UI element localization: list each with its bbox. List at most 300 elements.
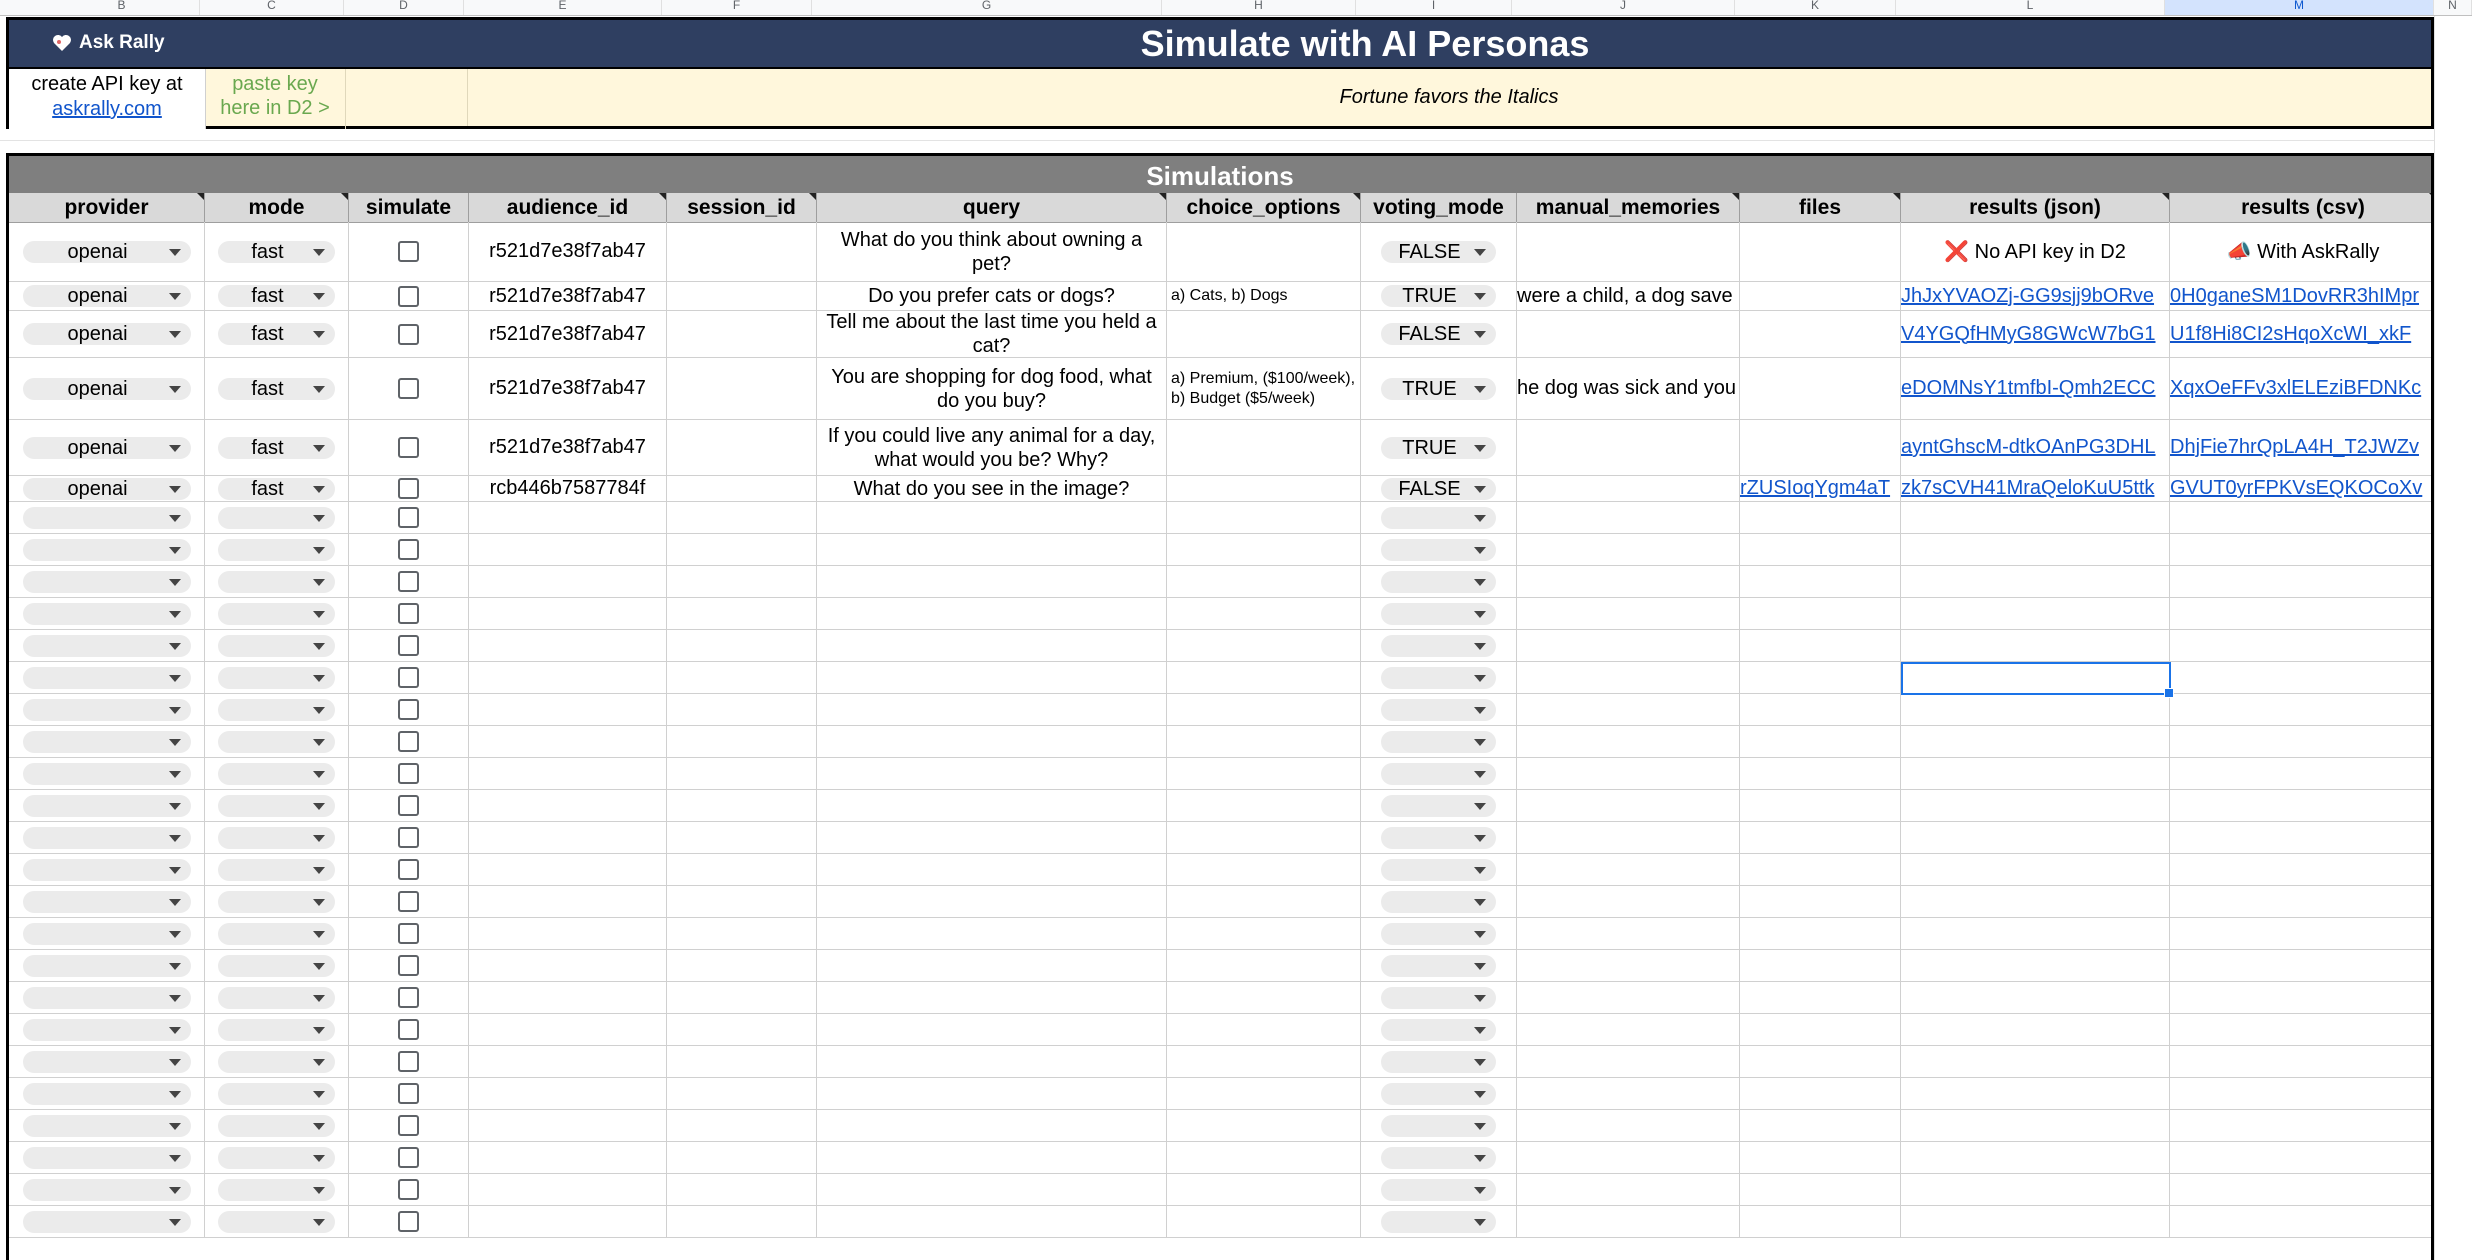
provider-dropdown[interactable] (23, 635, 191, 657)
empty-cell[interactable] (469, 1174, 667, 1206)
empty-cell[interactable] (205, 854, 349, 886)
voting-mode-dropdown[interactable] (1381, 923, 1496, 945)
empty-cell[interactable] (469, 534, 667, 566)
simulate-checkbox[interactable] (398, 324, 419, 345)
empty-cell[interactable] (817, 790, 1167, 822)
provider-dropdown[interactable] (23, 507, 191, 529)
mode-cell[interactable] (205, 358, 349, 420)
empty-cell[interactable] (2170, 758, 2434, 790)
provider-dropdown[interactable] (23, 987, 191, 1009)
empty-cell[interactable] (1517, 662, 1740, 694)
provider-dropdown[interactable] (23, 1083, 191, 1105)
voting-mode-cell[interactable] (1361, 358, 1517, 420)
empty-cell[interactable] (1740, 918, 1901, 950)
empty-cell[interactable] (1361, 758, 1517, 790)
simulate-checkbox[interactable] (398, 795, 419, 816)
empty-cell[interactable] (2170, 854, 2434, 886)
audience-id-cell[interactable]: rcb446b7587784f (469, 476, 667, 502)
files-cell[interactable] (1740, 420, 1901, 476)
empty-cell[interactable] (1361, 534, 1517, 566)
empty-cell[interactable] (469, 662, 667, 694)
provider-dropdown[interactable] (23, 859, 191, 881)
empty-cell[interactable] (1901, 694, 2170, 726)
mode-dropdown[interactable] (218, 1179, 335, 1201)
results-csv-cell[interactable]: 📣 With AskRally (2170, 222, 2434, 282)
simulate-checkbox[interactable] (398, 1211, 419, 1232)
empty-cell[interactable] (2170, 790, 2434, 822)
voting-mode-dropdown[interactable] (1381, 859, 1496, 881)
provider-dropdown[interactable] (23, 699, 191, 721)
mode-cell[interactable] (205, 476, 349, 502)
empty-cell[interactable] (2170, 950, 2434, 982)
empty-cell[interactable] (2170, 1142, 2434, 1174)
empty-cell[interactable] (1740, 1174, 1901, 1206)
filter-corner-icon[interactable] (809, 193, 816, 200)
empty-cell[interactable] (1740, 566, 1901, 598)
empty-cell[interactable] (1167, 1014, 1361, 1046)
empty-cell[interactable] (9, 790, 205, 822)
empty-cell[interactable] (349, 1110, 469, 1142)
empty-cell[interactable] (469, 886, 667, 918)
empty-cell[interactable] (2170, 534, 2434, 566)
provider-dropdown[interactable] (23, 1179, 191, 1201)
results-json-cell[interactable]: ❌ No API key in D2 (1901, 222, 2170, 282)
mode-dropdown[interactable] (218, 539, 335, 561)
voting-mode-dropdown[interactable] (1381, 478, 1496, 500)
session-id-cell[interactable] (667, 420, 817, 476)
choice-options-cell[interactable] (1167, 420, 1361, 476)
header-results-json[interactable] (1901, 193, 2170, 222)
audience-id-cell[interactable]: r521d7e38f7ab47 (469, 420, 667, 476)
empty-cell[interactable] (1167, 726, 1361, 758)
empty-cell[interactable] (1901, 854, 2170, 886)
empty-cell[interactable] (1740, 950, 1901, 982)
empty-cell[interactable] (667, 662, 817, 694)
empty-cell[interactable] (817, 822, 1167, 854)
empty-cell[interactable] (469, 1014, 667, 1046)
provider-dropdown[interactable] (23, 923, 191, 945)
empty-cell[interactable] (469, 918, 667, 950)
empty-cell[interactable] (2170, 1046, 2434, 1078)
empty-cell[interactable] (205, 790, 349, 822)
empty-cell[interactable] (2170, 630, 2434, 662)
empty-cell[interactable] (817, 950, 1167, 982)
mode-dropdown[interactable] (218, 507, 335, 529)
empty-cell[interactable] (205, 950, 349, 982)
empty-cell[interactable] (9, 1174, 205, 1206)
header-results-csv[interactable] (2170, 193, 2434, 222)
simulate-checkbox[interactable] (398, 1147, 419, 1168)
simulate-checkbox[interactable] (398, 571, 419, 592)
provider-dropdown[interactable] (23, 763, 191, 785)
mode-dropdown[interactable] (218, 795, 335, 817)
provider-cell[interactable] (9, 282, 205, 311)
empty-cell[interactable] (1167, 854, 1361, 886)
empty-cell[interactable] (817, 1014, 1167, 1046)
empty-cell[interactable] (1167, 950, 1361, 982)
voting-mode-dropdown[interactable] (1381, 285, 1496, 307)
choice-options-cell[interactable] (1167, 311, 1361, 358)
empty-cell[interactable] (2170, 1014, 2434, 1046)
column-letter-B[interactable]: B (44, 0, 200, 16)
simulate-checkbox[interactable] (398, 667, 419, 688)
session-id-cell[interactable] (667, 476, 817, 502)
empty-cell[interactable] (1740, 854, 1901, 886)
empty-cell[interactable] (667, 630, 817, 662)
empty-cell[interactable] (667, 1142, 817, 1174)
empty-cell[interactable] (1167, 822, 1361, 854)
voting-mode-dropdown[interactable] (1381, 955, 1496, 977)
voting-mode-dropdown[interactable] (1381, 378, 1496, 400)
empty-cell[interactable] (817, 886, 1167, 918)
empty-cell[interactable] (469, 822, 667, 854)
simulate-checkbox[interactable] (398, 699, 419, 720)
voting-mode-dropdown[interactable] (1381, 507, 1496, 529)
empty-cell[interactable] (1517, 1142, 1740, 1174)
empty-cell[interactable] (349, 566, 469, 598)
mode-dropdown[interactable] (218, 285, 335, 307)
simulate-checkbox[interactable] (398, 1115, 419, 1136)
column-letter-E[interactable]: E (464, 0, 662, 16)
voting-mode-cell[interactable] (1361, 476, 1517, 502)
empty-cell[interactable] (817, 1206, 1167, 1238)
filter-corner-icon[interactable] (659, 193, 666, 200)
simulate-cell[interactable] (349, 222, 469, 282)
header-mode[interactable] (205, 193, 349, 222)
column-letter-G[interactable]: G (812, 0, 1162, 16)
empty-cell[interactable] (205, 982, 349, 1014)
empty-cell[interactable] (2170, 918, 2434, 950)
empty-cell[interactable] (2170, 662, 2434, 694)
empty-cell[interactable] (205, 886, 349, 918)
empty-cell[interactable] (1740, 1142, 1901, 1174)
results-csv-cell[interactable]: GVUT0yrFPKVsEQKOCoXv (2170, 476, 2434, 502)
empty-cell[interactable] (1167, 1206, 1361, 1238)
provider-dropdown[interactable] (23, 827, 191, 849)
empty-cell[interactable] (1517, 982, 1740, 1014)
voting-mode-dropdown[interactable] (1381, 667, 1496, 689)
empty-cell[interactable] (1167, 790, 1361, 822)
empty-cell[interactable] (667, 1078, 817, 1110)
provider-dropdown[interactable] (23, 667, 191, 689)
empty-cell[interactable] (1167, 694, 1361, 726)
empty-cell[interactable] (667, 598, 817, 630)
empty-cell[interactable] (1901, 1078, 2170, 1110)
manual-memories-cell[interactable]: were a child, a dog save (1517, 282, 1740, 311)
empty-cell[interactable] (9, 950, 205, 982)
empty-cell[interactable] (469, 502, 667, 534)
empty-cell[interactable] (1901, 886, 2170, 918)
provider-dropdown[interactable] (23, 603, 191, 625)
empty-cell[interactable] (817, 630, 1167, 662)
empty-cell[interactable] (1517, 598, 1740, 630)
mode-dropdown[interactable] (218, 1211, 335, 1233)
files-cell[interactable]: rZUSIoqYgm4aT (1740, 476, 1901, 502)
query-cell[interactable]: What do you think about owning a pet? (817, 222, 1167, 282)
simulate-cell[interactable] (349, 358, 469, 420)
mode-dropdown[interactable] (218, 437, 335, 459)
empty-cell[interactable] (1901, 758, 2170, 790)
empty-cell[interactable] (1901, 1206, 2170, 1238)
voting-mode-dropdown[interactable] (1381, 603, 1496, 625)
empty-cell[interactable] (469, 758, 667, 790)
empty-cell[interactable] (1361, 1142, 1517, 1174)
audience-id-cell[interactable]: r521d7e38f7ab47 (469, 358, 667, 420)
mode-cell[interactable] (205, 282, 349, 311)
mode-dropdown[interactable] (218, 859, 335, 881)
filter-corner-icon[interactable] (197, 193, 204, 200)
empty-cell[interactable] (1740, 1014, 1901, 1046)
empty-cell[interactable] (817, 1142, 1167, 1174)
empty-cell[interactable] (667, 1174, 817, 1206)
empty-cell[interactable] (2170, 598, 2434, 630)
empty-cell[interactable] (349, 918, 469, 950)
provider-dropdown[interactable] (23, 437, 191, 459)
empty-cell[interactable] (2170, 502, 2434, 534)
voting-mode-cell[interactable] (1361, 282, 1517, 311)
manual-memories-cell[interactable] (1517, 311, 1740, 358)
empty-cell[interactable] (817, 662, 1167, 694)
empty-cell[interactable] (1167, 502, 1361, 534)
empty-cell[interactable] (9, 822, 205, 854)
empty-cell[interactable] (1167, 630, 1361, 662)
column-letter-C[interactable]: C (200, 0, 344, 16)
empty-cell[interactable] (349, 502, 469, 534)
simulate-checkbox[interactable] (398, 891, 419, 912)
header-query[interactable] (817, 193, 1167, 222)
empty-cell[interactable] (817, 758, 1167, 790)
voting-mode-dropdown[interactable] (1381, 1083, 1496, 1105)
empty-cell[interactable] (9, 1142, 205, 1174)
empty-cell[interactable] (2170, 822, 2434, 854)
simulate-checkbox[interactable] (398, 1051, 419, 1072)
empty-cell[interactable] (1901, 502, 2170, 534)
results-json-cell[interactable]: V4YGQfHMyG8GWcW7bG1 (1901, 311, 2170, 358)
empty-cell[interactable] (1167, 662, 1361, 694)
empty-cell[interactable] (1740, 598, 1901, 630)
simulate-cell[interactable] (349, 420, 469, 476)
empty-cell[interactable] (1361, 1206, 1517, 1238)
files-cell[interactable] (1740, 358, 1901, 420)
empty-cell[interactable] (349, 1078, 469, 1110)
voting-mode-dropdown[interactable] (1381, 1211, 1496, 1233)
filter-corner-icon[interactable] (2162, 193, 2169, 200)
provider-dropdown[interactable] (23, 478, 191, 500)
empty-cell[interactable] (1740, 502, 1901, 534)
simulate-checkbox[interactable] (398, 286, 419, 307)
empty-cell[interactable] (349, 694, 469, 726)
choice-options-cell[interactable] (1167, 222, 1361, 282)
empty-cell[interactable] (469, 566, 667, 598)
manual-memories-cell[interactable]: he dog was sick and you (1517, 358, 1740, 420)
simulate-checkbox[interactable] (398, 507, 419, 528)
voting-mode-dropdown[interactable] (1381, 763, 1496, 785)
provider-cell[interactable] (9, 358, 205, 420)
empty-cell[interactable] (1901, 1174, 2170, 1206)
provider-cell[interactable] (9, 222, 205, 282)
empty-cell[interactable] (667, 1110, 817, 1142)
empty-cell[interactable] (1517, 886, 1740, 918)
empty-cell[interactable] (9, 502, 205, 534)
provider-dropdown[interactable] (23, 1147, 191, 1169)
results-json-cell[interactable]: ayntGhscM-dtkOAnPG3DHL (1901, 420, 2170, 476)
empty-cell[interactable] (2170, 886, 2434, 918)
empty-cell[interactable] (1517, 534, 1740, 566)
empty-cell[interactable] (1167, 598, 1361, 630)
mode-dropdown[interactable] (218, 1019, 335, 1041)
empty-cell[interactable] (9, 566, 205, 598)
audience-id-cell[interactable]: r521d7e38f7ab47 (469, 282, 667, 311)
empty-cell[interactable] (1517, 854, 1740, 886)
empty-cell[interactable] (817, 982, 1167, 1014)
voting-mode-dropdown[interactable] (1381, 1019, 1496, 1041)
empty-cell[interactable] (349, 1174, 469, 1206)
empty-cell[interactable] (1901, 630, 2170, 662)
mode-cell[interactable] (205, 222, 349, 282)
voting-mode-dropdown[interactable] (1381, 323, 1496, 345)
mode-cell[interactable] (205, 311, 349, 358)
provider-dropdown[interactable] (23, 795, 191, 817)
mode-dropdown[interactable] (218, 571, 335, 593)
empty-cell[interactable] (1517, 726, 1740, 758)
empty-cell[interactable] (817, 1046, 1167, 1078)
empty-cell[interactable] (667, 822, 817, 854)
empty-cell[interactable] (1167, 758, 1361, 790)
empty-cell[interactable] (817, 1078, 1167, 1110)
session-id-cell[interactable] (667, 282, 817, 311)
empty-cell[interactable] (9, 854, 205, 886)
empty-cell[interactable] (1361, 886, 1517, 918)
session-id-cell[interactable] (667, 222, 817, 282)
voting-mode-cell[interactable] (1361, 420, 1517, 476)
empty-cell[interactable] (667, 854, 817, 886)
provider-dropdown[interactable] (23, 571, 191, 593)
empty-cell[interactable] (1901, 662, 2170, 694)
mode-dropdown[interactable] (218, 1147, 335, 1169)
empty-cell[interactable] (1740, 630, 1901, 662)
mode-dropdown[interactable] (218, 667, 335, 689)
empty-cell[interactable] (1361, 918, 1517, 950)
empty-cell[interactable] (9, 1046, 205, 1078)
provider-dropdown[interactable] (23, 891, 191, 913)
empty-cell[interactable] (1901, 1142, 2170, 1174)
empty-cell[interactable] (1361, 1078, 1517, 1110)
voting-mode-dropdown[interactable] (1381, 891, 1496, 913)
header-choice-options[interactable] (1167, 193, 1361, 222)
empty-cell[interactable] (9, 694, 205, 726)
column-letter-I[interactable]: I (1356, 0, 1512, 16)
empty-cell[interactable] (1740, 662, 1901, 694)
simulate-checkbox[interactable] (398, 1083, 419, 1104)
empty-cell[interactable] (1361, 1174, 1517, 1206)
empty-cell[interactable] (817, 502, 1167, 534)
mode-dropdown[interactable] (218, 699, 335, 721)
provider-cell[interactable] (9, 311, 205, 358)
audience-id-cell[interactable]: r521d7e38f7ab47 (469, 311, 667, 358)
empty-cell[interactable] (667, 534, 817, 566)
empty-cell[interactable] (9, 758, 205, 790)
empty-cell[interactable] (1517, 694, 1740, 726)
column-letter-L[interactable]: L (1896, 0, 2165, 16)
empty-cell[interactable] (1361, 502, 1517, 534)
empty-cell[interactable] (1740, 534, 1901, 566)
files-cell[interactable] (1740, 222, 1901, 282)
empty-cell[interactable] (9, 982, 205, 1014)
empty-cell[interactable] (667, 566, 817, 598)
empty-cell[interactable] (205, 726, 349, 758)
empty-cell[interactable] (469, 630, 667, 662)
empty-cell[interactable] (9, 1206, 205, 1238)
simulate-checkbox[interactable] (398, 478, 419, 499)
simulate-checkbox[interactable] (398, 955, 419, 976)
empty-cell[interactable] (205, 1014, 349, 1046)
empty-cell[interactable] (1740, 886, 1901, 918)
header-simulate[interactable] (349, 193, 469, 222)
empty-cell[interactable] (1361, 982, 1517, 1014)
mode-dropdown[interactable] (218, 323, 335, 345)
provider-dropdown[interactable] (23, 955, 191, 977)
empty-cell[interactable] (469, 1046, 667, 1078)
empty-cell[interactable] (1517, 950, 1740, 982)
empty-cell[interactable] (1901, 822, 2170, 854)
empty-cell[interactable] (817, 726, 1167, 758)
empty-cell[interactable] (1740, 1110, 1901, 1142)
empty-cell[interactable] (1167, 982, 1361, 1014)
voting-mode-dropdown[interactable] (1381, 795, 1496, 817)
query-cell[interactable]: If you could live any animal for a day, what would you be? Why? (817, 420, 1167, 476)
provider-cell[interactable] (9, 476, 205, 502)
empty-cell[interactable] (349, 662, 469, 694)
filter-corner-icon[interactable] (1159, 193, 1166, 200)
empty-cell[interactable] (1740, 1206, 1901, 1238)
choice-options-cell[interactable]: a) Premium, ($100/week), b) Budget ($5/week) (1167, 358, 1361, 420)
empty-cell[interactable] (205, 630, 349, 662)
mode-dropdown[interactable] (218, 987, 335, 1009)
empty-cell[interactable] (9, 1110, 205, 1142)
mode-dropdown[interactable] (218, 1051, 335, 1073)
query-cell[interactable]: What do you see in the image? (817, 476, 1167, 502)
simulate-checkbox[interactable] (398, 987, 419, 1008)
empty-cell[interactable] (1740, 726, 1901, 758)
provider-dropdown[interactable] (23, 378, 191, 400)
empty-cell[interactable] (1517, 1014, 1740, 1046)
files-cell[interactable] (1740, 311, 1901, 358)
voting-mode-dropdown[interactable] (1381, 571, 1496, 593)
empty-cell[interactable] (667, 758, 817, 790)
empty-cell[interactable] (9, 1014, 205, 1046)
simulate-checkbox[interactable] (398, 859, 419, 880)
simulate-checkbox[interactable] (398, 241, 419, 262)
header-session-id[interactable] (667, 193, 817, 222)
empty-cell[interactable] (1517, 822, 1740, 854)
empty-cell[interactable] (9, 630, 205, 662)
header-voting-mode[interactable] (1361, 193, 1517, 222)
empty-cell[interactable] (1167, 1078, 1361, 1110)
empty-cell[interactable] (205, 1078, 349, 1110)
simulate-checkbox[interactable] (398, 539, 419, 560)
simulate-cell[interactable] (349, 476, 469, 502)
query-cell[interactable]: Tell me about the last time you held a cat? (817, 311, 1167, 358)
empty-cell[interactable] (205, 1110, 349, 1142)
mode-cell[interactable] (205, 420, 349, 476)
mode-dropdown[interactable] (218, 1115, 335, 1137)
empty-cell[interactable] (817, 1174, 1167, 1206)
empty-cell[interactable] (9, 662, 205, 694)
provider-dropdown[interactable] (23, 323, 191, 345)
empty-cell[interactable] (817, 598, 1167, 630)
empty-cell[interactable] (349, 886, 469, 918)
empty-cell[interactable] (1517, 630, 1740, 662)
